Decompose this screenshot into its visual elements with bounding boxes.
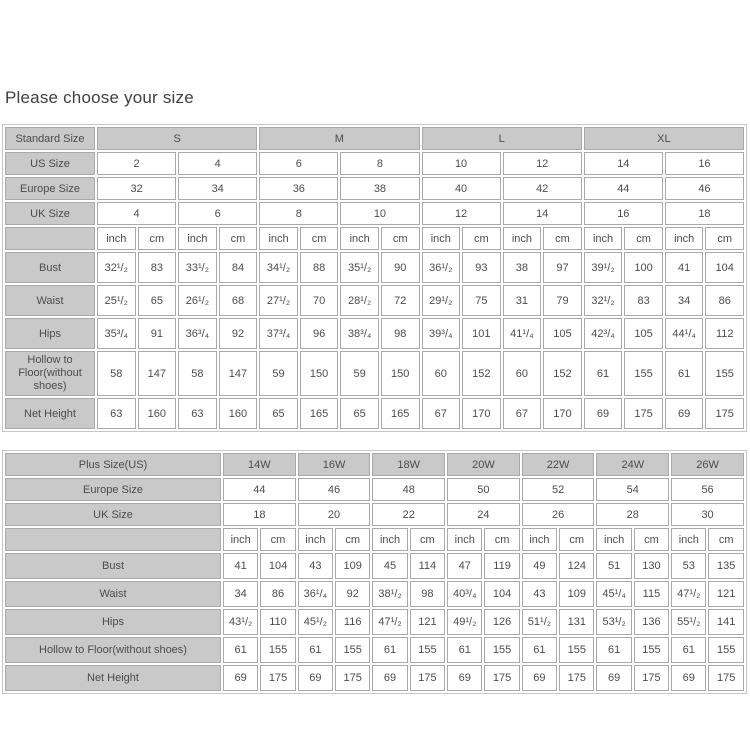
measurement-cell: 60 <box>422 351 461 396</box>
measurement-cell: 29¹/₂ <box>422 285 461 316</box>
measurement-cell: 33¹/₂ <box>178 252 217 283</box>
size-value-cell: 20 <box>298 503 371 526</box>
measurement-cell: 91 <box>138 318 177 349</box>
measurement-cell: 112 <box>705 318 744 349</box>
measurement-cell: 51¹/₂ <box>522 609 557 635</box>
measurement-cell: 136 <box>634 609 669 635</box>
measurement-cell: 42³/₄ <box>584 318 623 349</box>
row-label-cell: Europe Size <box>5 177 95 200</box>
measurement-cell: 69 <box>522 665 557 691</box>
measurement-cell: 65 <box>340 398 379 429</box>
measurement-cell: 69 <box>671 665 706 691</box>
table-row <box>5 127 744 150</box>
unit-header-cell: inch <box>422 227 461 250</box>
unit-header-cell: inch <box>584 227 623 250</box>
table-row <box>5 318 744 349</box>
measurement-cell: 175 <box>260 665 295 691</box>
row-label-cell: Hollow to Floor(without shoes) <box>5 351 95 396</box>
measurement-cell: 69 <box>596 665 631 691</box>
standard-size-table-container <box>0 124 750 432</box>
measurement-cell: 72 <box>381 285 420 316</box>
measurement-cell: 150 <box>300 351 339 396</box>
plus-size-table-container <box>0 450 750 694</box>
measurement-cell: 165 <box>300 398 339 429</box>
unit-header-cell: cm <box>300 227 339 250</box>
measurement-cell: 28¹/₂ <box>340 285 379 316</box>
size-value-cell: 14 <box>503 202 582 225</box>
measurement-cell: 165 <box>381 398 420 429</box>
size-value-cell: 6 <box>259 152 338 175</box>
size-group-header: L <box>422 127 582 150</box>
measurement-cell: 31 <box>503 285 542 316</box>
measurement-cell: 45 <box>372 553 407 579</box>
size-value-cell: 38 <box>340 177 419 200</box>
measurement-cell: 34 <box>223 581 258 607</box>
measurement-cell: 155 <box>260 637 295 663</box>
size-value-cell: 42 <box>503 177 582 200</box>
unit-header-cell: cm <box>484 528 519 551</box>
measurement-cell: 61 <box>372 637 407 663</box>
size-group-header: S <box>97 127 257 150</box>
unit-header-cell: inch <box>178 227 217 250</box>
measurement-cell: 104 <box>260 553 295 579</box>
measurement-cell: 115 <box>634 581 669 607</box>
measurement-cell: 69 <box>372 665 407 691</box>
size-group-header: 14W <box>223 453 296 476</box>
measurement-cell: 40³/₄ <box>447 581 482 607</box>
size-value-cell: 10 <box>340 202 419 225</box>
measurement-cell: 83 <box>624 285 663 316</box>
measurement-cell: 119 <box>484 553 519 579</box>
size-value-cell: 16 <box>584 202 663 225</box>
measurement-cell: 124 <box>559 553 594 579</box>
size-value-cell: 34 <box>178 177 257 200</box>
measurement-cell: 147 <box>138 351 177 396</box>
measurement-cell: 90 <box>381 252 420 283</box>
measurement-cell: 70 <box>300 285 339 316</box>
row-label-cell: Europe Size <box>5 478 221 501</box>
measurement-cell: 93 <box>462 252 501 283</box>
size-value-cell: 6 <box>178 202 257 225</box>
size-value-cell: 12 <box>503 152 582 175</box>
size-value-cell: 56 <box>671 478 744 501</box>
measurement-cell: 53¹/₂ <box>596 609 631 635</box>
measurement-cell: 36³/₄ <box>178 318 217 349</box>
unit-header-cell: cm <box>410 528 445 551</box>
unit-header-cell: cm <box>335 528 370 551</box>
corner-label-cell: Plus Size(US) <box>5 453 221 476</box>
size-value-cell: 10 <box>422 152 501 175</box>
unit-header-cell: inch <box>372 528 407 551</box>
measurement-cell: 83 <box>138 252 177 283</box>
measurement-cell: 59 <box>340 351 379 396</box>
table-row <box>5 398 744 429</box>
size-value-cell: 18 <box>665 202 744 225</box>
measurement-cell: 47¹/₂ <box>372 609 407 635</box>
measurement-cell: 38¹/₂ <box>372 581 407 607</box>
unit-header-cell: cm <box>462 227 501 250</box>
measurement-cell: 135 <box>708 553 744 579</box>
row-label-cell: Net Height <box>5 665 221 691</box>
measurement-cell: 98 <box>410 581 445 607</box>
measurement-cell: 67 <box>422 398 461 429</box>
unit-header-cell: inch <box>503 227 542 250</box>
measurement-cell: 98 <box>381 318 420 349</box>
unit-header-cell: inch <box>223 528 258 551</box>
measurement-cell: 25¹/₂ <box>97 285 136 316</box>
measurement-cell: 61 <box>298 637 333 663</box>
unit-header-cell: cm <box>219 227 258 250</box>
table-row <box>5 609 744 635</box>
size-group-header: 20W <box>447 453 520 476</box>
measurement-cell: 155 <box>705 351 744 396</box>
unit-header-cell: cm <box>381 227 420 250</box>
row-label-cell: Hips <box>5 609 221 635</box>
unit-header-cell: inch <box>259 227 298 250</box>
measurement-cell: 60 <box>503 351 542 396</box>
size-value-cell: 44 <box>584 177 663 200</box>
table-row <box>5 285 744 316</box>
measurement-cell: 26¹/₂ <box>178 285 217 316</box>
measurement-cell: 121 <box>410 609 445 635</box>
measurement-cell: 175 <box>484 665 519 691</box>
size-value-cell: 24 <box>447 503 520 526</box>
table-row <box>5 453 744 476</box>
table-row <box>5 553 744 579</box>
plus-size-table <box>2 450 747 694</box>
row-label-cell: Bust <box>5 553 221 579</box>
measurement-cell: 61 <box>665 351 704 396</box>
unit-header-cell: cm <box>634 528 669 551</box>
size-value-cell: 8 <box>259 202 338 225</box>
unit-header-cell: cm <box>543 227 582 250</box>
unit-header-cell: inch <box>447 528 482 551</box>
unit-header-cell: cm <box>705 227 744 250</box>
size-value-cell: 2 <box>97 152 176 175</box>
measurement-cell: 86 <box>705 285 744 316</box>
measurement-cell: 34¹/₂ <box>259 252 298 283</box>
measurement-cell: 69 <box>584 398 623 429</box>
measurement-cell: 61 <box>223 637 258 663</box>
table-row <box>5 152 744 175</box>
measurement-cell: 109 <box>559 581 594 607</box>
measurement-cell: 47¹/₂ <box>671 581 706 607</box>
unit-header-cell: cm <box>138 227 177 250</box>
measurement-cell: 39¹/₂ <box>584 252 623 283</box>
table-row <box>5 503 744 526</box>
measurement-cell: 160 <box>219 398 258 429</box>
size-group-header: M <box>259 127 419 150</box>
measurement-cell: 61 <box>522 637 557 663</box>
table-row <box>5 581 744 607</box>
measurement-cell: 155 <box>634 637 669 663</box>
measurement-cell: 100 <box>624 252 663 283</box>
unit-header-cell: cm <box>624 227 663 250</box>
table-row <box>5 351 744 396</box>
measurement-cell: 44¹/₄ <box>665 318 704 349</box>
measurement-cell: 36¹/₂ <box>422 252 461 283</box>
row-label-cell: Hips <box>5 318 95 349</box>
measurement-cell: 104 <box>484 581 519 607</box>
table-row <box>5 227 744 250</box>
unit-header-cell: inch <box>522 528 557 551</box>
table-row <box>5 478 744 501</box>
measurement-cell: 175 <box>559 665 594 691</box>
measurement-cell: 155 <box>335 637 370 663</box>
measurement-cell: 92 <box>335 581 370 607</box>
measurement-cell: 43 <box>298 553 333 579</box>
measurement-cell: 155 <box>624 351 663 396</box>
size-group-header: 22W <box>522 453 595 476</box>
corner-label-cell: Standard Size <box>5 127 95 150</box>
row-label-cell: Waist <box>5 581 221 607</box>
measurement-cell: 45¹/₄ <box>596 581 631 607</box>
measurement-cell: 160 <box>138 398 177 429</box>
measurement-cell: 67 <box>503 398 542 429</box>
table-row <box>5 177 744 200</box>
measurement-cell: 75 <box>462 285 501 316</box>
measurement-cell: 96 <box>300 318 339 349</box>
measurement-cell: 63 <box>97 398 136 429</box>
size-value-cell: 48 <box>372 478 445 501</box>
size-group-header: XL <box>584 127 744 150</box>
row-label-cell: Bust <box>5 252 95 283</box>
measurement-cell: 41 <box>223 553 258 579</box>
measurement-cell: 34 <box>665 285 704 316</box>
size-group-header: 16W <box>298 453 371 476</box>
unit-header-cell: inch <box>298 528 333 551</box>
table-row <box>5 637 744 663</box>
measurement-cell: 170 <box>543 398 582 429</box>
measurement-cell: 41 <box>665 252 704 283</box>
size-value-cell: 28 <box>596 503 669 526</box>
measurement-cell: 32¹/₂ <box>584 285 623 316</box>
measurement-cell: 101 <box>462 318 501 349</box>
row-label-cell: Waist <box>5 285 95 316</box>
size-value-cell: 36 <box>259 177 338 200</box>
measurement-cell: 84 <box>219 252 258 283</box>
measurement-cell: 105 <box>624 318 663 349</box>
measurement-cell: 110 <box>260 609 295 635</box>
measurement-cell: 61 <box>671 637 706 663</box>
table-row <box>5 528 744 551</box>
measurement-cell: 38 <box>503 252 542 283</box>
measurement-cell: 53 <box>671 553 706 579</box>
size-value-cell: 40 <box>422 177 501 200</box>
size-value-cell: 46 <box>665 177 744 200</box>
measurement-cell: 114 <box>410 553 445 579</box>
measurement-cell: 175 <box>708 665 744 691</box>
row-label-cell: Hollow to Floor(without shoes) <box>5 637 221 663</box>
unit-header-cell: cm <box>559 528 594 551</box>
size-value-cell: 8 <box>340 152 419 175</box>
measurement-cell: 152 <box>462 351 501 396</box>
measurement-cell: 97 <box>543 252 582 283</box>
measurement-cell: 69 <box>665 398 704 429</box>
measurement-cell: 63 <box>178 398 217 429</box>
measurement-cell: 45¹/₂ <box>298 609 333 635</box>
measurement-cell: 141 <box>708 609 744 635</box>
size-group-header: 24W <box>596 453 669 476</box>
unit-row-spacer-cell <box>5 227 95 250</box>
measurement-cell: 155 <box>484 637 519 663</box>
measurement-cell: 130 <box>634 553 669 579</box>
size-value-cell: 4 <box>178 152 257 175</box>
measurement-cell: 47 <box>447 553 482 579</box>
measurement-cell: 49 <box>522 553 557 579</box>
measurement-cell: 65 <box>138 285 177 316</box>
measurement-cell: 32¹/₂ <box>97 252 136 283</box>
unit-header-cell: cm <box>708 528 744 551</box>
size-group-header: 26W <box>671 453 744 476</box>
measurement-cell: 175 <box>705 398 744 429</box>
size-value-cell: 30 <box>671 503 744 526</box>
size-value-cell: 22 <box>372 503 445 526</box>
measurement-cell: 68 <box>219 285 258 316</box>
measurement-cell: 39³/₄ <box>422 318 461 349</box>
size-value-cell: 4 <box>97 202 176 225</box>
measurement-cell: 37³/₄ <box>259 318 298 349</box>
measurement-cell: 43 <box>522 581 557 607</box>
measurement-cell: 35¹/₂ <box>340 252 379 283</box>
row-label-cell: UK Size <box>5 503 221 526</box>
row-label-cell: US Size <box>5 152 95 175</box>
measurement-cell: 61 <box>584 351 623 396</box>
size-value-cell: 50 <box>447 478 520 501</box>
measurement-cell: 59 <box>259 351 298 396</box>
measurement-cell: 116 <box>335 609 370 635</box>
size-value-cell: 44 <box>223 478 296 501</box>
measurement-cell: 36¹/₄ <box>298 581 333 607</box>
measurement-cell: 43¹/₂ <box>223 609 258 635</box>
measurement-cell: 152 <box>543 351 582 396</box>
measurement-cell: 35³/₄ <box>97 318 136 349</box>
measurement-cell: 104 <box>705 252 744 283</box>
size-value-cell: 12 <box>422 202 501 225</box>
measurement-cell: 86 <box>260 581 295 607</box>
standard-size-table <box>2 124 747 432</box>
measurement-cell: 58 <box>178 351 217 396</box>
measurement-cell: 79 <box>543 285 582 316</box>
measurement-cell: 175 <box>335 665 370 691</box>
measurement-cell: 121 <box>708 581 744 607</box>
size-value-cell: 54 <box>596 478 669 501</box>
unit-header-cell: cm <box>260 528 295 551</box>
measurement-cell: 150 <box>381 351 420 396</box>
unit-header-cell: inch <box>665 227 704 250</box>
size-value-cell: 32 <box>97 177 176 200</box>
size-value-cell: 16 <box>665 152 744 175</box>
unit-header-cell: inch <box>596 528 631 551</box>
unit-row-spacer-cell <box>5 528 221 551</box>
measurement-cell: 155 <box>410 637 445 663</box>
table-row <box>5 252 744 283</box>
size-value-cell: 26 <box>522 503 595 526</box>
measurement-cell: 109 <box>335 553 370 579</box>
measurement-cell: 92 <box>219 318 258 349</box>
measurement-cell: 175 <box>624 398 663 429</box>
measurement-cell: 147 <box>219 351 258 396</box>
measurement-cell: 41¹/₄ <box>503 318 542 349</box>
table-row <box>5 202 744 225</box>
measurement-cell: 61 <box>447 637 482 663</box>
unit-header-cell: inch <box>340 227 379 250</box>
size-value-cell: 52 <box>522 478 595 501</box>
measurement-cell: 51 <box>596 553 631 579</box>
measurement-cell: 55¹/₂ <box>671 609 706 635</box>
measurement-cell: 65 <box>259 398 298 429</box>
measurement-cell: 27¹/₂ <box>259 285 298 316</box>
measurement-cell: 155 <box>708 637 744 663</box>
measurement-cell: 175 <box>410 665 445 691</box>
measurement-cell: 69 <box>447 665 482 691</box>
measurement-cell: 69 <box>298 665 333 691</box>
measurement-cell: 105 <box>543 318 582 349</box>
size-value-cell: 46 <box>298 478 371 501</box>
measurement-cell: 126 <box>484 609 519 635</box>
measurement-cell: 69 <box>223 665 258 691</box>
measurement-cell: 38³/₄ <box>340 318 379 349</box>
unit-header-cell: inch <box>97 227 136 250</box>
measurement-cell: 170 <box>462 398 501 429</box>
row-label-cell: Net Height <box>5 398 95 429</box>
measurement-cell: 175 <box>634 665 669 691</box>
page-title: Please choose your size <box>5 88 194 107</box>
size-value-cell: 18 <box>223 503 296 526</box>
measurement-cell: 131 <box>559 609 594 635</box>
size-value-cell: 14 <box>584 152 663 175</box>
unit-header-cell: inch <box>671 528 706 551</box>
row-label-cell: UK Size <box>5 202 95 225</box>
measurement-cell: 88 <box>300 252 339 283</box>
size-group-header: 18W <box>372 453 445 476</box>
measurement-cell: 61 <box>596 637 631 663</box>
measurement-cell: 155 <box>559 637 594 663</box>
table-row <box>5 665 744 691</box>
measurement-cell: 58 <box>97 351 136 396</box>
measurement-cell: 49¹/₂ <box>447 609 482 635</box>
